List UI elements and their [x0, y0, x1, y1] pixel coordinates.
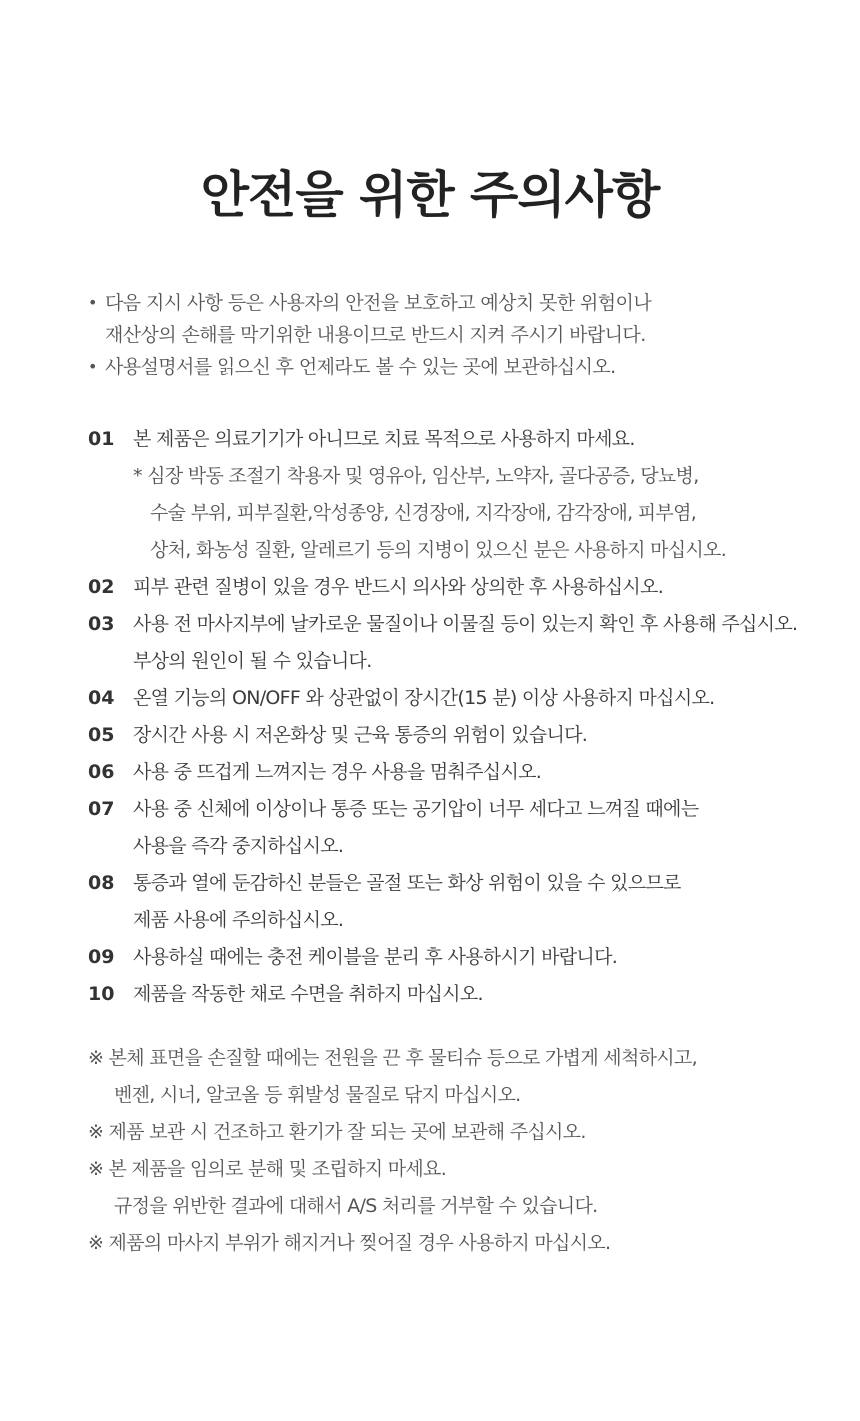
item-text: 장시간 사용 시 저온화상 및 근육 통증의 위험이 있습니다. [133, 724, 588, 746]
item-number: 10 [88, 983, 115, 1005]
item-number: 07 [88, 798, 115, 820]
caution-item [88, 569, 860, 606]
intro-bullet [88, 351, 828, 383]
item-text: 온열 기능의 ON/OFF 와 상관없이 장시간(15 분) 이상 사용하지 마십시오. [133, 687, 715, 709]
caution-item [88, 421, 860, 569]
item-number: 05 [88, 724, 115, 746]
intro-line: 다음 지시 사항 등은 사용자의 안전을 보호하고 예상치 못한 위험이나 [105, 292, 652, 314]
intro-bullet [88, 287, 828, 351]
item-number: 04 [88, 687, 115, 709]
remark-line: ※ 본 제품을 임의로 분해 및 조립하지 마세요. [88, 1158, 447, 1180]
bullet-dot: • [88, 357, 97, 376]
item-text: 사용을 즉각 중지하십시오. [133, 835, 344, 857]
note-line: * 심장 박동 조절기 착용자 및 영유아, 임산부, 노약자, 골다공증, 당뇨병, [133, 465, 699, 487]
remark-item [88, 1151, 860, 1225]
remark-line: ※ 본체 표면을 손질할 때에는 전원을 끈 후 물티슈 등으로 가볍게 세척하시고, [88, 1047, 697, 1069]
item-text: 제품 사용에 주의하십시오. [133, 909, 344, 931]
page-title: 안전을 위한 주의사항 [200, 166, 660, 224]
item-text: 사용 전 마사지부에 날카로운 물질이나 이물질 등이 있는지 확인 후 사용해 주십시오. [133, 613, 798, 635]
item-number: 01 [88, 428, 115, 450]
note-line: 수술 부위, 피부질환,악성종양, 신경장애, 지각장애, 감각장애, 피부염, [150, 502, 697, 524]
remark-line: ※ 제품의 마사지 부위가 해지거나 찢어질 경우 사용하지 마십시오. [88, 1232, 611, 1254]
item-text: 사용 중 신체에 이상이나 통증 또는 공기압이 너무 세다고 느껴질 때에는 [133, 798, 699, 820]
item-number: 06 [88, 761, 115, 783]
item-note [133, 458, 726, 569]
item-text: 사용하실 때에는 충전 케이블을 분리 후 사용하시기 바랍니다. [133, 946, 618, 968]
item-text: 피부 관련 질병이 있을 경우 반드시 의사와 상의한 후 사용하십시오. [133, 576, 664, 598]
intro-notice [88, 287, 828, 383]
remark-line: 벤젠, 시너, 알코올 등 휘발성 물질로 닦지 마십시오. [114, 1084, 521, 1106]
item-text: 사용 중 뜨겁게 느껴지는 경우 사용을 멈춰주십시오. [133, 761, 542, 783]
remark-item [88, 1225, 860, 1262]
item-number: 03 [88, 613, 115, 635]
caution-item [88, 976, 860, 1013]
remarks-section [88, 1040, 860, 1262]
caution-item [88, 791, 860, 865]
intro-line: 재산상의 손해를 막기위한 내용이므로 반드시 지켜 주시기 바랍니다. [105, 324, 646, 346]
remark-line: 규정을 위반한 결과에 대해서 A/S 처리를 거부할 수 있습니다. [114, 1195, 598, 1217]
caution-item [88, 717, 860, 754]
item-number: 02 [88, 576, 115, 598]
note-line: 상처, 화농성 질환, 알레르기 등의 지병이 있으신 분은 사용하지 마십시오. [150, 539, 727, 561]
caution-item [88, 939, 860, 976]
item-number: 09 [88, 946, 115, 968]
caution-item [88, 754, 860, 791]
remark-item [88, 1114, 860, 1151]
remark-line: ※ 제품 보관 시 건조하고 환기가 잘 되는 곳에 보관해 주십시오. [88, 1121, 586, 1143]
item-number: 08 [88, 872, 115, 894]
item-text: 본 제품은 의료기기가 아니므로 치료 목적으로 사용하지 마세요. [133, 428, 635, 450]
caution-item [88, 680, 860, 717]
caution-list [88, 421, 860, 1013]
caution-item [88, 606, 860, 680]
bullet-dot: • [88, 293, 97, 312]
caution-item [88, 865, 860, 939]
item-text: 통증과 열에 둔감하신 분들은 골절 또는 화상 위험이 있을 수 있으므로 [133, 872, 681, 894]
item-text: 제품을 작동한 채로 수면을 취하지 마십시오. [133, 983, 483, 1005]
remark-item [88, 1040, 860, 1114]
item-text: 부상의 원인이 될 수 있습니다. [133, 650, 372, 672]
intro-line: 사용설명서를 읽으신 후 언제라도 볼 수 있는 곳에 보관하십시오. [105, 356, 616, 378]
